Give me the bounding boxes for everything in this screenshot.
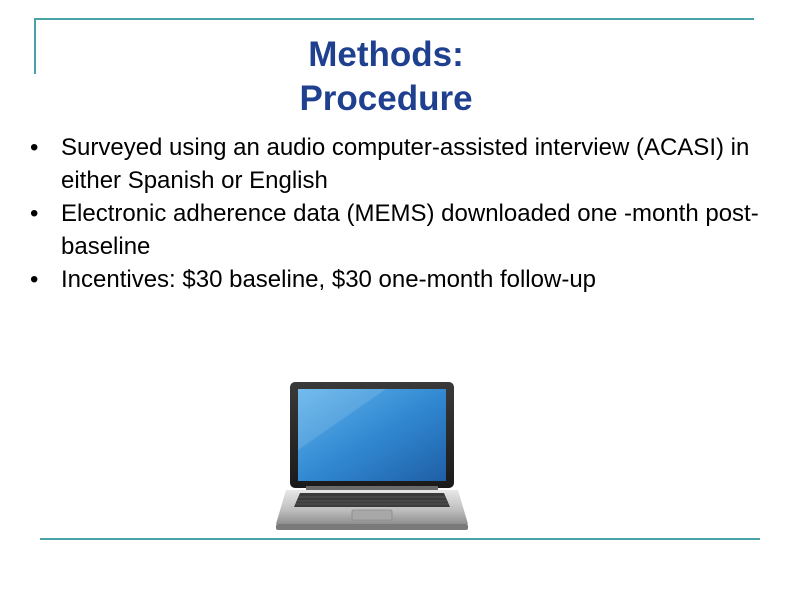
bullet-item xyxy=(30,263,770,296)
bullet-marker: • xyxy=(30,134,39,161)
bullet-marker: • xyxy=(30,200,39,227)
bullet-text: Electronic adherence data (MEMS) downloaded one -month post-baseline xyxy=(61,200,759,260)
title-line-1: Methods: xyxy=(308,35,464,74)
bullet-item xyxy=(30,131,770,197)
bullet-list xyxy=(30,131,770,296)
laptop-icon xyxy=(276,380,468,532)
bullet-marker: • xyxy=(30,266,39,293)
top-divider-line xyxy=(34,18,754,20)
bullet-text: Surveyed using an audio computer-assisted interview (ACASI) in either Spanish or English xyxy=(61,134,750,194)
slide-title xyxy=(0,33,772,121)
title-line-2: Procedure xyxy=(299,79,473,118)
bullet-item xyxy=(30,197,770,263)
bullet-text: Incentives: $30 baseline, $30 one-month follow-up xyxy=(61,266,597,293)
bottom-divider-line xyxy=(40,538,760,540)
